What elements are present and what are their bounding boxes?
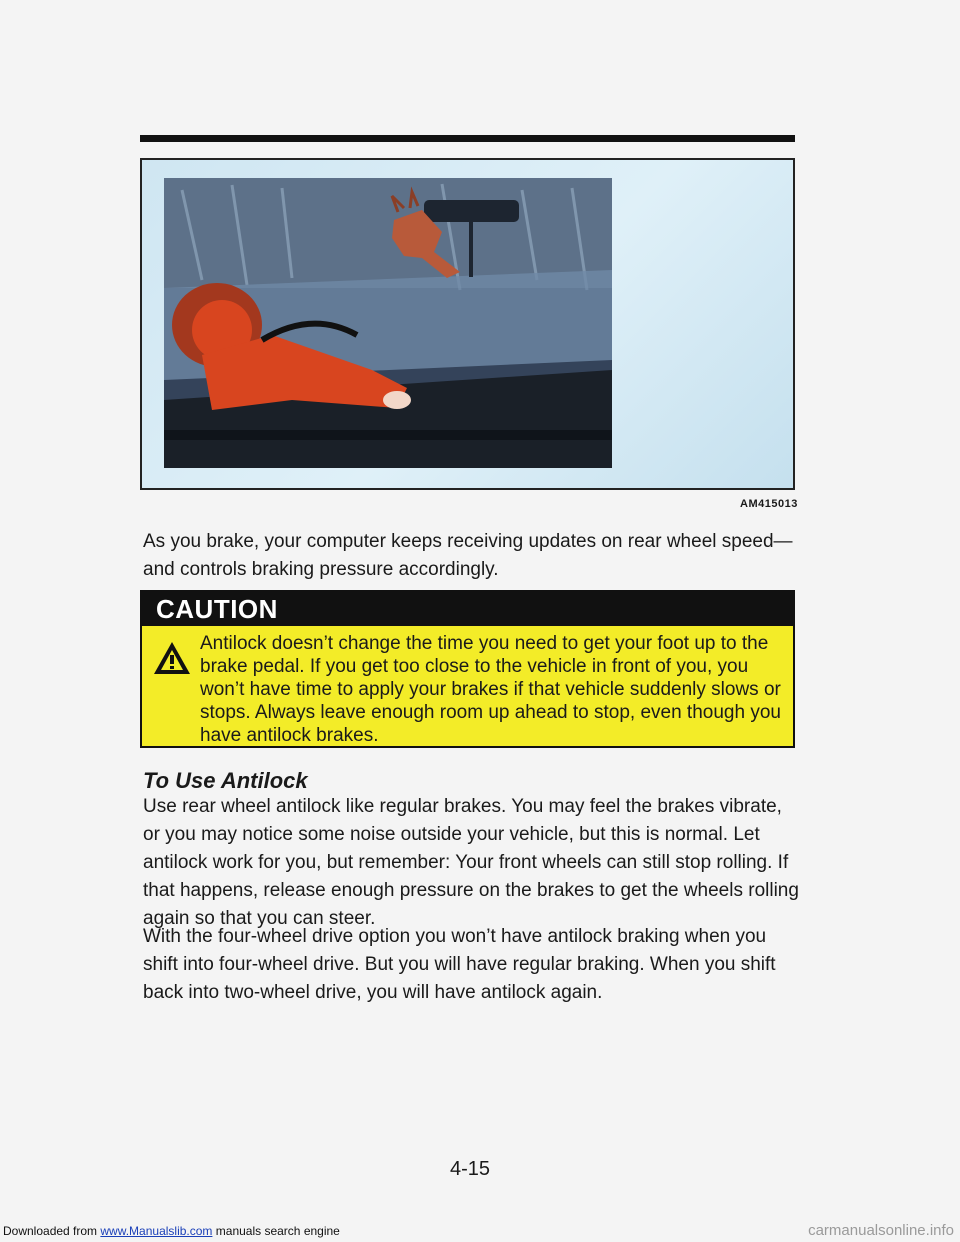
- watermark: carmanualsonline.info: [808, 1222, 954, 1239]
- section-heading: To Use Antilock: [143, 768, 308, 793]
- body-paragraph-1: Use rear wheel antilock like regular brakes. You may feel the brakes vibrate, or you may notice some noise outside your vehicle, but this is normal. Let antilock work for you, but remember: Your front wheels can still stop rolling. If that happens, release enough pressure on the brakes to get the wheels rolling again so that you can steer.: [143, 796, 799, 929]
- footer-suffix: manuals search engine: [212, 1224, 340, 1238]
- page-number: 4-15: [450, 1158, 491, 1180]
- top-rule: [140, 135, 795, 142]
- manualslib-link[interactable]: www.Manualslib.com: [100, 1224, 213, 1238]
- warning-triangle-icon: [152, 640, 192, 676]
- braking-illustration: [140, 158, 795, 490]
- caution-box: [140, 590, 795, 748]
- caution-text: Antilock doesn’t change the time you need to get your foot up to the brake pedal. If you get too close to the vehicle in front of you, you won’t have time to apply your brakes if that vehicle suddenly slows or stops. Always leave enough room up ahead to stop, even though you have antilock brakes.: [200, 633, 781, 746]
- caution-title: CAUTION: [142, 592, 793, 626]
- driver-deer-scene: [142, 160, 793, 488]
- footer-prefix: Downloaded from: [3, 1224, 101, 1238]
- figure-code: AM415013: [740, 498, 798, 510]
- download-footer: [3, 1224, 340, 1238]
- intro-paragraph: As you brake, your computer keeps receiving updates on rear wheel speed—and controls braking pressure accordingly.: [143, 531, 793, 580]
- body-paragraph-2: With the four-wheel drive option you won’t have antilock braking when you shift into four-wheel drive. But you will have regular braking. When you shift back into two-wheel drive, you will have antilock again.: [143, 926, 776, 1003]
